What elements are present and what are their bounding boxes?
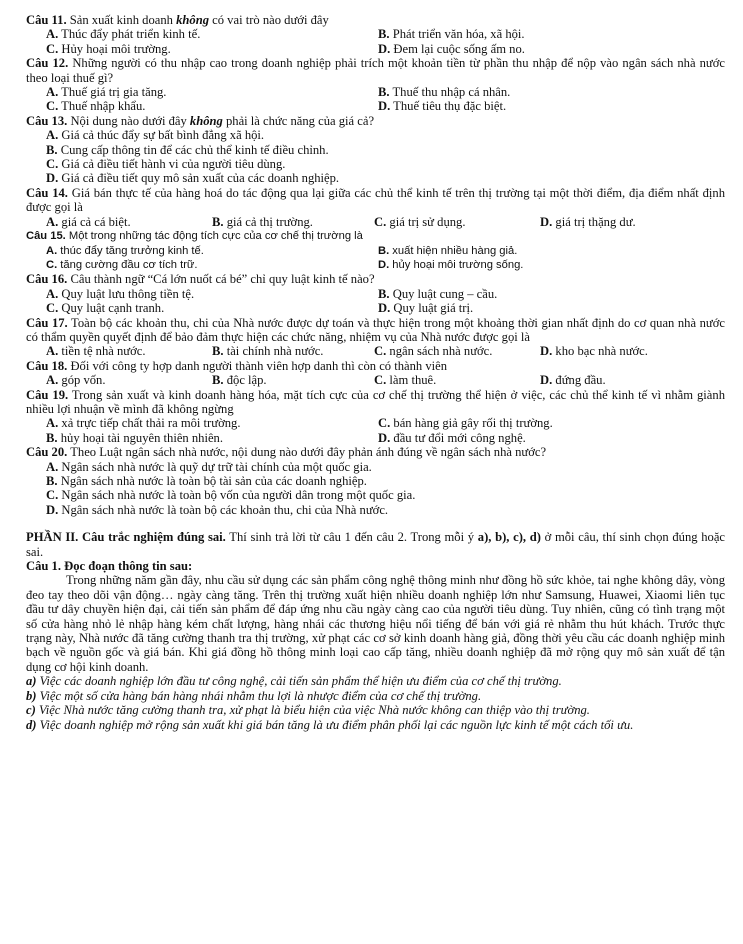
option-text: Giá cả thúc đẩy sự bất bình đẳng xã hội. [61,128,265,143]
answer-option[interactable] [46,488,725,502]
question-stem [26,13,725,27]
question-number: Câu 11. [26,13,67,27]
question-emphasis: không [176,13,209,27]
answer-options [26,373,725,387]
statement-letter: d) [26,717,37,732]
option-text: bán hàng giả gây rối thị trường. [393,416,553,431]
question-stem [26,186,725,215]
option-letter: D. [378,301,391,316]
option-letter: D. [540,373,553,388]
question-block [26,272,725,315]
question-block [26,316,725,359]
answer-option[interactable] [212,344,374,358]
option-text: Quy luật lưu thông tiền tệ. [61,286,195,301]
option-letter: A. [46,27,59,42]
question-text-part: Sản xuất kinh doanh [69,13,177,27]
option-text: Quy luật cạnh tranh. [61,301,165,316]
question-text [26,316,725,344]
answer-option[interactable] [46,215,212,229]
answer-option[interactable] [46,143,725,157]
answer-option[interactable] [46,416,378,430]
question-number: Câu 12. [26,56,69,71]
option-text: Cung cấp thông tin để các chủ thể kinh tế điều chỉnh. [60,142,329,157]
option-text: Thúc đẩy phát triển kinh tế. [61,27,201,42]
statement-text: Việc Nhà nước tăng cường thanh tra, xử phạt là biểu hiện của việc Nhà nước không can thiệp vào thị trường. [38,703,590,718]
question-block [26,229,725,272]
option-letter: A. [46,286,59,301]
answer-option[interactable] [540,215,725,229]
answer-option[interactable] [378,42,725,56]
question-block [26,359,725,388]
option-text: góp vốn. [61,373,106,388]
question-text [70,114,374,128]
answer-option[interactable] [46,373,212,387]
answer-options [26,244,725,273]
reading-passage: Trong những năm gần đây, nhu cầu sử dụng các sản phẩm công nghệ thông minh như đồng hồ sức khỏe, tai nghe không dây, vòng đeo tay theo dõi vận động… ngày càng tăng. Trên thị trường xuất hiện nhiều doanh nghiệp lớn như Samsung, Huawei, Xiaomi liên tục đầu tư dây chuyền hiện đại, cải tiến sản phẩm để đáp ứng nhu cầu ngày càng cao của người tiêu dùng. Tuy nhiên, cũng có tình trạng một số cửa hàng nhỏ lẻ nhập hàng kém chất lượng, hàng nhái các thương hiệu nổi tiếng để bán với giá rẻ nhằm thu hút khách. Trước thực trạng này, Nhà nước đã tăng cường thanh tra thị trường, xử phạt các cơ sở kinh doanh hàng giả, đồng thời yêu cầu các doanh nghiệp minh bạch về nguồn gốc và giá bán. Khi giá đồng hồ thông minh loại cao cấp tăng, nhiều doanh nghiệp đã mở rộng quy mô sản xuất để tận dụng cơ hội kinh doanh. [26,573,725,674]
question-text-part: Toàn bộ các khoản thu, chi của Nhà nước được dự toán và thực hiện trong một khoảng thời gian nhất định do cơ quan nhà nước có thẩm quyền quyết định để bảo đảm thực hiện các chức năng, nhiệm vụ của Nhà nước được gọi là [26,315,726,344]
option-letter: C. [378,416,391,431]
option-text: làm thuê. [389,373,437,388]
answer-options [26,215,725,229]
option-text: Thuế thu nhập cá nhân. [392,85,511,100]
answer-option[interactable] [378,301,725,315]
option-letter: C. [46,258,58,271]
option-text: Ngân sách nhà nước là quỹ dự trữ tài chính của một quốc gia. [61,459,372,474]
question-text-part: Theo Luật ngân sách nhà nước, nội dung nào dưới đây phản ánh đúng về ngân sách nhà nước? [70,445,547,460]
answer-options [26,27,725,56]
question-text-part: Đối với công ty hợp danh người thành viên hợp danh thì còn có thành viên [70,358,448,373]
option-letter: B. [378,27,390,42]
answer-option[interactable] [378,258,725,272]
question-number: Câu 16. [26,272,68,287]
question-text-part: phải là chức năng của giá cả? [222,113,375,128]
option-letter: B. [46,430,58,445]
option-letter: D. [378,99,391,114]
question-block [26,388,725,446]
question-block [26,13,725,56]
option-text: giá trị thặng dư. [555,214,636,229]
answer-option[interactable] [46,460,725,474]
part-2-header [26,530,725,559]
statement-text: Việc doanh nghiệp mở rộng sản xuất khi giá bán tăng là ưu điểm phân phối lại các nguồn lực kinh tế một cách tối ưu. [39,717,634,732]
question-stem [26,114,725,128]
option-letter: D. [540,344,553,359]
option-text: đầu tư đổi mới công nghệ. [393,430,526,445]
option-letter: B. [378,286,390,301]
option-text: Ngân sách nhà nước là toàn bộ tài sản của các doanh nghiệp. [60,474,367,488]
option-text: giá trị sử dụng. [389,214,466,229]
question-text [70,13,329,27]
answer-options [26,416,725,445]
statement-letter: a) [26,674,37,689]
option-letter: C. [46,41,59,56]
question-text-part: Trong sản xuất và kinh doanh hàng hóa, mặt tích cực của cơ chế thị trường thể hiện ở việc, các chủ thể kinh tế vì nhằm giành nhiều lợi nhuận về mình đã không ngừng [26,387,725,416]
answer-option[interactable] [374,373,540,387]
question-number: Câu 18. [26,358,68,373]
option-letter: D. [378,41,391,56]
question-list [26,13,725,517]
part-2-instruction-1: Thí sinh trả lời từ câu 1 đến câu 2. Trong mỗi ý [225,530,478,545]
option-letter: D. [540,214,553,229]
option-text: Thuế tiêu thụ đặc biệt. [393,99,507,114]
answer-option[interactable] [46,42,378,56]
answer-option[interactable] [378,244,725,258]
answer-option[interactable] [46,244,378,258]
option-letter: C. [46,301,59,316]
option-text: Thuế giá trị gia tăng. [61,85,167,100]
option-text: tài chính nhà nước. [226,344,324,359]
answer-option[interactable] [378,416,725,430]
statement-letter: b) [26,688,37,703]
question-stem [26,56,725,85]
question-number: Câu 13. [26,113,68,128]
part-2-instruction-letters: a), b), c), d) [477,530,541,545]
answer-option[interactable] [46,128,725,142]
option-text: Phát triển văn hóa, xã hội. [392,27,525,42]
option-letter: C. [374,214,387,229]
answer-option[interactable] [378,27,725,41]
question-text [70,359,447,373]
option-letter: B. [378,85,390,100]
answer-option[interactable] [46,99,378,113]
option-letter: B. [212,373,224,388]
option-text: tiền tệ nhà nước. [61,344,146,359]
option-text: đứng đầu. [555,373,606,388]
answer-option[interactable] [374,215,540,229]
option-letter: C. [46,157,59,172]
question-stem [26,359,725,373]
answer-option[interactable] [46,171,725,185]
answer-option[interactable] [378,287,725,301]
option-text: xả trực tiếp chất thải ra môi trường. [61,416,241,431]
part-2-title: PHẦN II. Câu trắc nghiệm đúng sai. [26,530,226,545]
option-text: Thuế nhập khẩu. [61,99,146,114]
question-stem [26,229,725,243]
option-text: thúc đẩy tăng trưởng kinh tế. [60,244,204,257]
option-letter: B. [212,214,224,229]
option-text: ngân sách nhà nước. [389,344,493,359]
question-text [69,230,363,242]
option-letter: A. [46,128,59,143]
answer-option[interactable] [212,373,374,387]
question-block [26,445,725,517]
answer-option[interactable] [46,85,378,99]
true-false-statement[interactable] [26,689,725,703]
option-letter: A. [46,244,58,257]
option-letter: C. [46,488,59,503]
question-stem [26,272,725,286]
answer-option[interactable] [378,99,725,113]
option-text: Ngân sách nhà nước là toàn bộ các khoản thu, chi của Nhà nước. [61,502,389,517]
question-text [26,56,725,84]
answer-option[interactable] [378,431,725,445]
answer-option[interactable] [46,431,378,445]
statement-text: Việc một số cửa hàng bán hàng nhái nhằm thu lợi là nhược điểm của cơ chế thị trường. [39,688,482,703]
option-letter: D. [46,171,59,186]
option-letter: D. [378,258,390,271]
part-2-question-1-title: Câu 1. Đọc đoạn thông tin sau: [26,559,193,574]
question-number: Câu 20. [26,445,68,460]
option-letter: D. [46,502,59,517]
question-text-part: có vai trò nào dưới đây [209,13,329,27]
question-stem [26,445,725,459]
question-block [26,56,725,114]
question-text [70,445,546,459]
answer-option[interactable] [46,258,378,272]
question-emphasis: không [189,113,223,128]
answer-option[interactable] [540,344,725,358]
answer-option[interactable] [46,474,725,488]
option-text: Giá cả điều tiết hành vi của người tiêu dùng. [61,157,286,172]
option-text: Giá cả điều tiết quy mô sản xuất của các doanh nghiệp. [61,171,340,186]
option-letter: A. [46,416,59,431]
question-text [70,272,374,286]
part-2-instruction-2: ở mỗi câu, thí sinh chọn đúng hoặc sai. [26,530,725,559]
question-number: Câu 17. [26,315,68,330]
answer-option[interactable] [46,301,378,315]
question-text-part: Những người có thu nhập cao trong doanh nghiệp phải trích một khoản tiền từ phần thu nhập để nộp vào ngân sách nhà nước theo loại thuế gì? [26,56,726,85]
answer-options [26,287,725,316]
option-text: hủy hoại môi trường sống. [392,258,524,271]
option-letter: B. [212,344,224,359]
question-text [26,186,725,214]
option-text: giá cả cá biệt. [61,214,131,229]
option-text: kho bạc nhà nước. [555,344,648,359]
option-letter: A. [46,373,59,388]
true-false-statement[interactable] [26,703,725,717]
answer-option[interactable] [378,85,725,99]
question-text [26,388,725,416]
statement-list [26,674,725,732]
option-text: hủy hoại tài nguyên thiên nhiên. [60,430,224,445]
question-number: Câu 19. [26,387,69,402]
answer-option[interactable] [374,344,540,358]
statement-letter: c) [26,703,36,718]
option-letter: A. [46,344,59,359]
option-letter: B. [46,142,58,157]
option-letter: A. [46,459,59,474]
true-false-statement[interactable] [26,674,725,688]
answer-option[interactable] [46,27,378,41]
option-letter: A. [46,85,59,100]
question-number: Câu 14. [26,185,68,200]
question-text-part: Nội dung nào dưới đây [70,113,190,128]
answer-option[interactable] [46,344,212,358]
option-text: giá cả thị trường. [226,214,313,229]
question-stem [26,388,725,417]
option-text: Hủy hoại môi trường. [61,41,171,56]
answer-option[interactable] [540,373,725,387]
statement-text: Việc các doanh nghiệp lớn đầu tư công nghệ, cải tiến sản phẩm thể hiện ưu điểm của cơ chế thị trường. [39,674,562,689]
question-text-part: Câu thành ngữ “Cá lớn nuốt cá bé” chỉ quy luật kinh tế nào? [70,272,375,287]
option-text: xuất hiện nhiều hàng giả. [392,244,518,257]
option-letter: B. [378,244,390,257]
option-letter: C. [374,373,387,388]
option-text: độc lập. [226,373,267,388]
answer-options [26,128,725,186]
option-text: Quy luật giá trị. [393,301,474,316]
option-text: tăng cường đầu cơ tích trữ. [60,258,198,271]
answer-option[interactable] [46,503,725,517]
question-block [26,186,725,229]
question-stem [26,316,725,345]
true-false-statement[interactable] [26,718,725,732]
option-letter: A. [46,214,59,229]
question-text-part: Giá bán thực tế của hàng hoá do tác động qua lại giữa các chủ thể kinh tế trên thị trường tại một thời điểm, địa điểm nhất định được gọi là [26,185,725,215]
question-number: Câu 15. [26,230,66,243]
option-text: Ngân sách nhà nước là toàn bộ vốn của người dân trong một quốc gia. [61,488,416,503]
answer-options [26,85,725,114]
option-letter: B. [46,474,58,488]
answer-option[interactable] [46,157,725,171]
option-text: Quy luật cung – cầu. [392,286,498,301]
answer-option[interactable] [46,287,378,301]
option-text: Đem lại cuộc sống ấm no. [393,41,525,56]
answer-options [26,344,725,358]
question-block [26,114,725,186]
option-letter: D. [378,430,391,445]
option-letter: C. [46,99,59,114]
option-letter: C. [374,344,387,359]
answer-options [26,460,725,518]
question-text-part: Một trong những tác động tích cực của cơ chế thị trường là [68,230,363,243]
answer-option[interactable] [212,215,374,229]
